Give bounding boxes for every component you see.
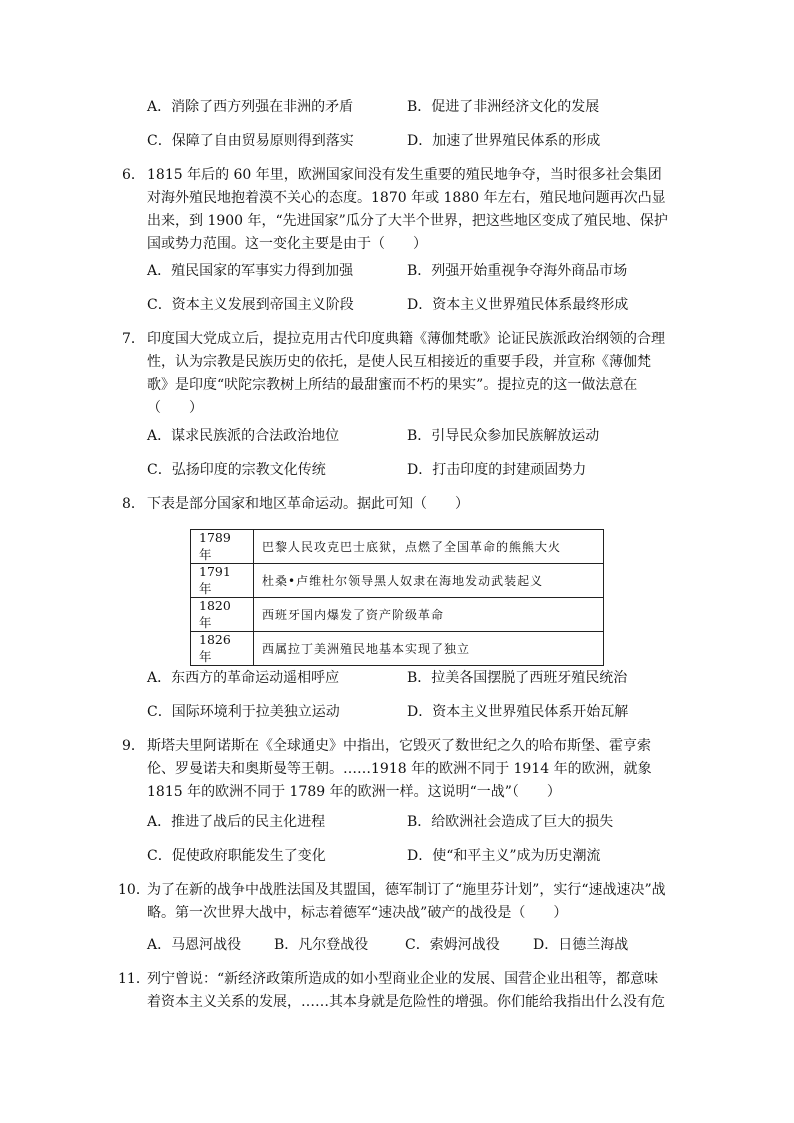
q6-options-row-1 (147, 260, 667, 282)
q8-options-row-2 (147, 701, 667, 723)
table-event: 巴黎人民攻克巴士底狱，点燃了全国革命的熊熊大火 (254, 530, 604, 564)
q9-options-row-1 (147, 811, 667, 833)
q7-options-row-1 (147, 425, 667, 447)
table-row (191, 564, 604, 598)
q10-option-a: A．马恩河战役 (147, 937, 242, 953)
table-row (191, 632, 604, 666)
table-year: 1789 年 (191, 530, 254, 564)
q5-options-row-2 (147, 130, 667, 152)
q6-number: 6． (122, 167, 145, 183)
q10-number: 10． (118, 882, 150, 898)
q7-option-a: A．谋求民族派的合法政治地位 (147, 428, 340, 444)
q6-stem (122, 164, 670, 256)
q8-option-a: A．东西方的革命运动遥相呼应 (147, 670, 340, 686)
q7-number: 7． (122, 331, 145, 347)
q11-number: 11． (118, 971, 150, 987)
q9-option-d: D．使“和平主义”成为历史潮流 (407, 848, 601, 864)
q10-option-c: C．索姆河战役 (405, 937, 500, 953)
q10-stem (118, 879, 670, 925)
q6-option-c: C．资本主义发展到帝国主义阶段 (147, 297, 354, 313)
q6-option-d: D．资本主义世界殖民体系最终形成 (407, 297, 629, 313)
q6-option-b: B．列强开始重视争夺海外商品市场 (407, 263, 628, 279)
q9-option-b: B．给欧洲社会造成了巨大的损失 (407, 814, 614, 830)
q7-option-d: D．打击印度的封建顽固势力 (407, 462, 587, 478)
q9-number: 9． (122, 738, 145, 754)
q9-option-c: C．促使政府职能发生了变化 (147, 848, 326, 864)
q11-stem (118, 968, 670, 1014)
q5-option-a: A．消除了西方列强在非洲的矛盾 (147, 99, 354, 115)
q7-stem (122, 328, 670, 420)
q11-text: 列宁曾说：“新经济政策所造成的如小型商业企业的发展、国营企业出租等，都意味着资本主义关系的发展，……其本身就是危险性的增强。你们能给我指出什么没有危 (147, 971, 665, 1010)
q7-options-row-2 (147, 459, 667, 481)
table-year: 1820 年 (191, 598, 254, 632)
q9-options-row-2 (147, 845, 667, 867)
q10-text: 为了在新的战争中战胜法国及其盟国，德军制订了“施里芬计划”，实行“速战速决”战略。第一次世界大战中，标志着德军“速决战”破产的战役是（ ） (147, 882, 666, 921)
q10-option-d: D．日德兰海战 (533, 937, 629, 953)
q7-option-b: B．引导民众参加民族解放运动 (407, 428, 600, 444)
q6-text: 1815 年后的 60 年里，欧洲国家间没有发生重要的殖民地争夺，当时很多社会集团对海外殖民地抱着漠不关心的态度。1870 年或 1880 年左右，殖民地问题再次凸显出来，到 1900 年，“先进国家”瓜分了大半个世界，把这些地区变成了殖民地、保护国或势力范围。这一变化主要是由于（ ） (147, 167, 668, 252)
q8-option-b: B．拉美各国摆脱了西班牙殖民统治 (407, 670, 628, 686)
q8-text: 下表是部分国家和地区革命运动。据此可知（ ） (147, 496, 469, 512)
q8-stem (122, 493, 670, 516)
table-year: 1826 年 (191, 632, 254, 666)
q8-number: 8． (122, 496, 145, 512)
q9-stem (122, 735, 670, 804)
q10-option-b: B．凡尔登战役 (274, 937, 369, 953)
table-event: 杜桑•卢维杜尔领导黑人奴隶在海地发动武装起义 (254, 564, 604, 598)
revolution-table (190, 529, 604, 666)
q6-option-a: A．殖民国家的军事实力得到加强 (147, 263, 354, 279)
table-event: 西班牙国内爆发了资产阶级革命 (254, 598, 604, 632)
q5-option-c: C．保障了自由贸易原则得到落实 (147, 133, 354, 149)
table-year: 1791 年 (191, 564, 254, 598)
table-event: 西属拉丁美洲殖民地基本实现了独立 (254, 632, 604, 666)
q5-option-d: D．加速了世界殖民体系的形成 (407, 133, 601, 149)
q6-options-row-2 (147, 294, 667, 316)
q9-option-a: A．推进了战后的民主化进程 (147, 814, 326, 830)
table-row (191, 598, 604, 632)
q9-text: 斯塔夫里阿诺斯在《全球通史》中指出，它毁灭了数世纪之久的哈布斯堡、霍亨索伦、罗曼诺夫和奥斯曼等王朝。……1918 年的欧洲不同于 1914 年的欧洲，就象 1815 年的欧洲不同于 1789 年的欧洲一样。这说明“一战”（ ） (147, 738, 652, 800)
q8-option-c: C．国际环境利于拉美独立运动 (147, 704, 340, 720)
q8-option-d: D．资本主义世界殖民体系开始瓦解 (407, 704, 629, 720)
q10-options-row (147, 934, 667, 956)
q7-text: 印度国大党成立后，提拉克用古代印度典籍《薄伽梵歌》论证民族派政治纲领的合理性，认为宗教是民族历史的依托，是使人民互相接近的重要手段，并宣称《薄伽梵歌》是印度“吠陀宗教树上所结的最甜蜜而不朽的果实”。提拉克的这一做法意在（ ） (147, 331, 665, 416)
table-row (191, 530, 604, 564)
q5-option-b: B．促进了非洲经济文化的发展 (407, 99, 600, 115)
q5-options-row-1 (147, 96, 667, 118)
q8-options-row-1 (147, 667, 667, 689)
q7-option-c: C．弘扬印度的宗教文化传统 (147, 462, 326, 478)
